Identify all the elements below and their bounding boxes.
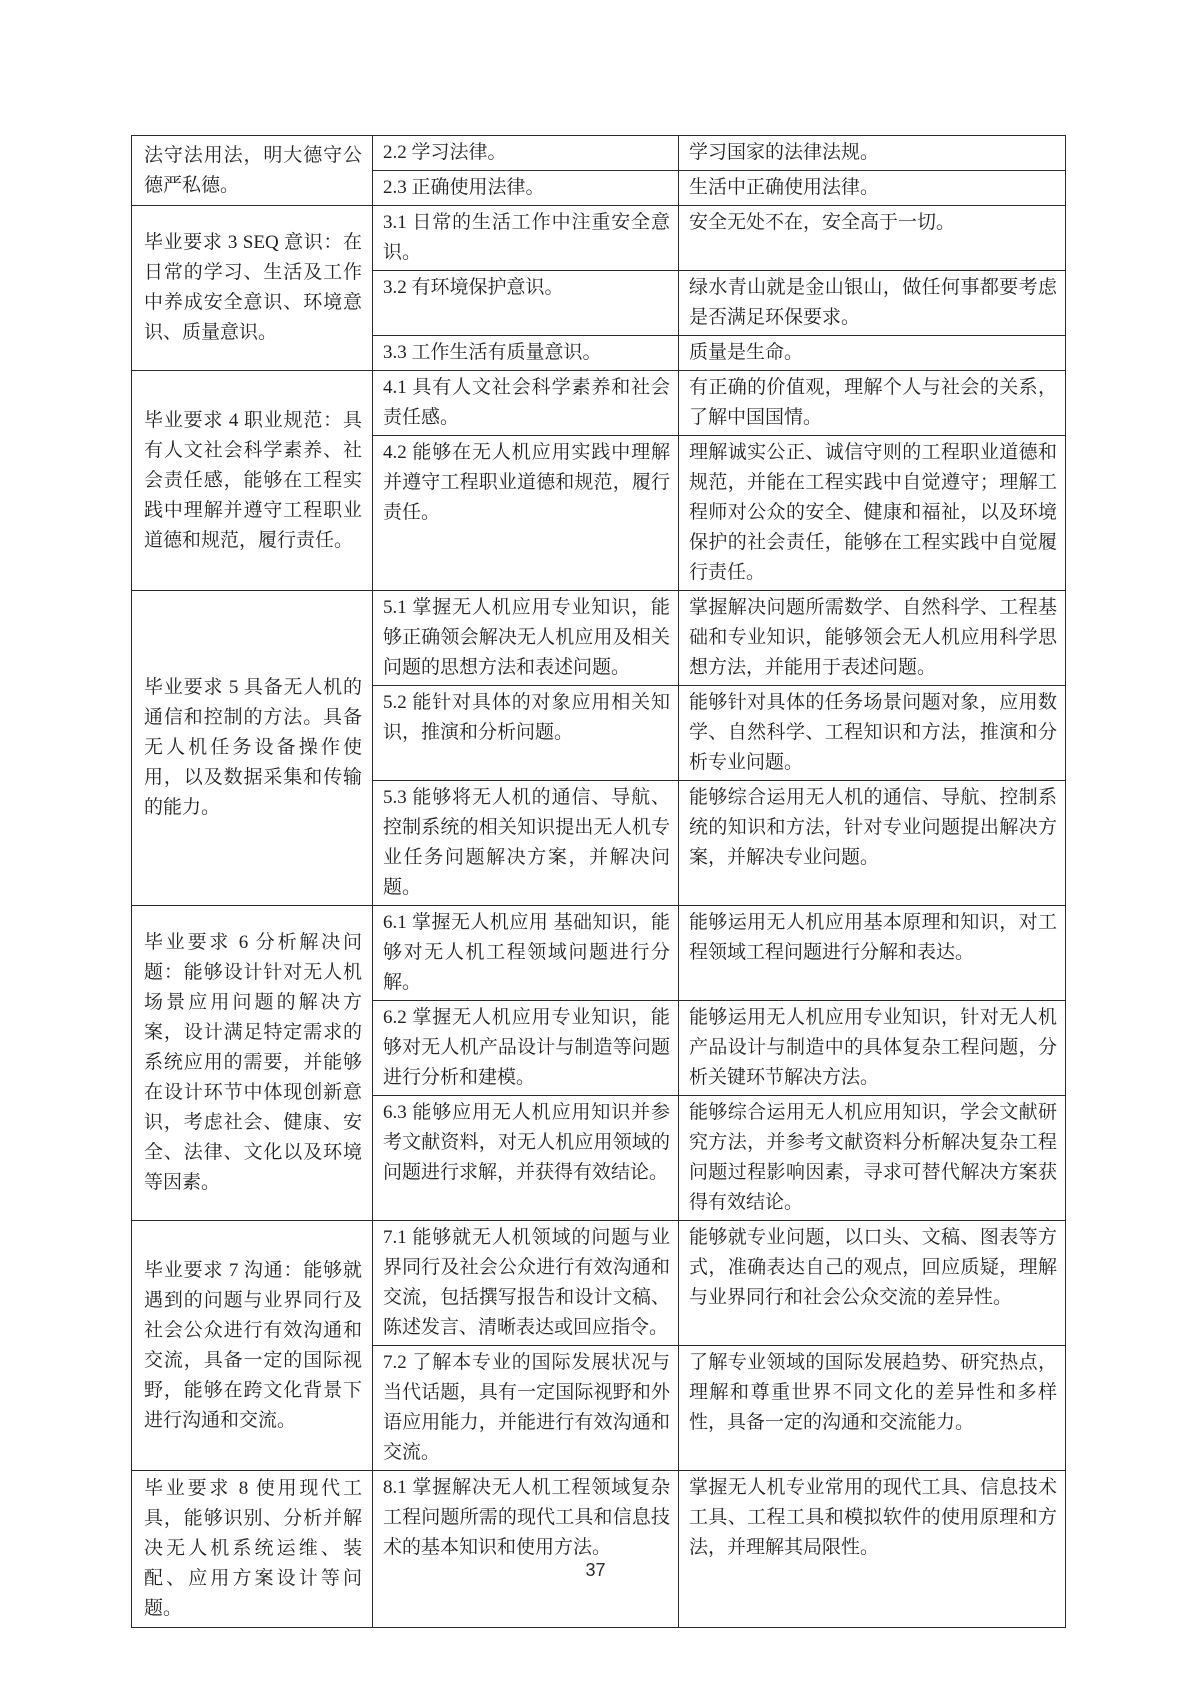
indicator-cell: 5.2 能针对具体的对象应用相关知识，推演和分析问题。 [373, 686, 679, 781]
observation-cell: 能够综合运用无人机的通信、导航、控制系统的知识和方法，针对专业问题提出解决方案，并解决专业问题。 [679, 781, 1066, 906]
indicator-cell: 6.2 掌握无人机应用专业知识，能够对无人机产品设计与制造等问题进行分析和建模。 [373, 1001, 679, 1096]
observation-cell: 有正确的价值观，理解个人与社会的关系，了解中国国情。 [679, 371, 1066, 436]
observation-cell: 能够就专业问题，以口头、文稿、图表等方式，准确表达自己的观点，回应质疑，理解与业界同行和社会公众交流的差异性。 [679, 1221, 1066, 1346]
requirement-cell: 毕业要求 5 具备无人机的通信和控制的方法。具备无人机任务设备操作使用，以及数据采集和传输的能力。 [132, 591, 373, 906]
observation-cell: 能够运用无人机应用基本原理和知识，对工程领域工程问题进行分解和表达。 [679, 906, 1066, 1001]
table-row [132, 591, 1066, 686]
observation-cell: 绿水青山就是金山银山，做任何事都要考虑是否满足环保要求。 [679, 271, 1066, 336]
indicator-cell: 4.1 具有人文社会科学素养和社会责任感。 [373, 371, 679, 436]
observation-cell: 理解诚实公正、诚信守则的工程职业道德和规范，并能在工程实践中自觉遵守；理解工程师对公众的安全、健康和福祉，以及环境保护的社会责任，能够在工程实践中自觉履行责任。 [679, 436, 1066, 591]
indicator-cell: 7.2 了解本专业的国际发展状况与当代话题，具有一定国际视野和外语应用能力，并能进行有效沟通和交流。 [373, 1346, 679, 1471]
table-row [132, 906, 1066, 1001]
table-row [132, 1471, 1066, 1628]
table-row [132, 136, 1066, 171]
table-row [132, 371, 1066, 436]
indicator-cell: 5.3 能够将无人机的通信、导航、控制系统的相关知识提出无人机专业任务问题解决方案，并解决问题。 [373, 781, 679, 906]
indicator-cell: 4.2 能够在无人机应用实践中理解并遵守工程职业道德和规范，履行责任。 [373, 436, 679, 591]
indicator-cell: 2.2 学习法律。 [373, 136, 679, 171]
indicator-cell: 7.1 能够就无人机领域的问题与业界同行及社会公众进行有效沟通和交流，包括撰写报告和设计文稿、陈述发言、清晰表达或回应指令。 [373, 1221, 679, 1346]
indicator-cell: 5.1 掌握无人机应用专业知识，能够正确领会解决无人机应用及相关问题的思想方法和表述问题。 [373, 591, 679, 686]
observation-cell: 质量是生命。 [679, 336, 1066, 371]
indicator-cell: 3.2 有环境保护意识。 [373, 271, 679, 336]
observation-cell: 安全无处不在，安全高于一切。 [679, 206, 1066, 271]
observation-cell: 掌握无人机专业常用的现代工具、信息技术工具、工程工具和模拟软件的使用原理和方法，并理解其局限性。 [679, 1471, 1066, 1628]
observation-cell: 能够运用无人机应用专业知识，针对无人机产品设计与制造中的具体复杂工程问题，分析关键环节解决方法。 [679, 1001, 1066, 1096]
requirement-cell: 毕业要求 8 使用现代工具，能够识别、分析并解决无人机系统运维、装配、应用方案设计等问题。 [132, 1471, 373, 1628]
indicator-cell: 6.1 掌握无人机应用 基础知识，能够对无人机工程领域问题进行分解。 [373, 906, 679, 1001]
observation-cell: 掌握解决问题所需数学、自然科学、工程基础和专业知识，能够领会无人机应用科学思想方法，并能用于表述问题。 [679, 591, 1066, 686]
table-row [132, 206, 1066, 271]
requirements-table-body [132, 136, 1066, 1628]
indicator-cell: 2.3 正确使用法律。 [373, 171, 679, 206]
indicator-cell: 6.3 能够应用无人机应用知识并参考文献资料，对无人机应用领域的问题进行求解，并获得有效结论。 [373, 1096, 679, 1221]
requirement-cell: 毕业要求 4 职业规范：具有人文社会科学素养、社会责任感，能够在工程实践中理解并遵守工程职业道德和规范，履行责任。 [132, 371, 373, 591]
requirement-cell: 毕业要求 6 分析解决问题：能够设计针对无人机场景应用问题的解决方案，设计满足特定需求的系统应用的需要，并能够在设计环节中体现创新意识，考虑社会、健康、安全、法律、文化以及环境等因素。 [132, 906, 373, 1221]
requirement-cell: 毕业要求 3 SEQ 意识：在日常的学习、生活及工作中养成安全意识、环境意识、质量意识。 [132, 206, 373, 371]
observation-cell: 学习国家的法律法规。 [679, 136, 1066, 171]
table-row [132, 1221, 1066, 1346]
observation-cell: 生活中正确使用法律。 [679, 171, 1066, 206]
requirement-cell: 法守法用法，明大德守公德严私德。 [132, 136, 373, 206]
observation-cell: 了解专业领域的国际发展趋势、研究热点，理解和尊重世界不同文化的差异性和多样性，具备一定的沟通和交流能力。 [679, 1346, 1066, 1471]
indicator-cell: 3.1 日常的生活工作中注重安全意识。 [373, 206, 679, 271]
indicator-cell: 8.1 掌握解决无人机工程领域复杂工程问题所需的现代工具和信息技术的基本知识和使用方法。 [373, 1471, 679, 1628]
page-number: 37 [585, 1560, 606, 1580]
requirements-table [131, 135, 1066, 1628]
indicator-cell: 3.3 工作生活有质量意识。 [373, 336, 679, 371]
observation-cell: 能够综合运用无人机应用知识，学会文献研究方法，并参考文献资料分析解决复杂工程问题过程影响因素，寻求可替代解决方案获得有效结论。 [679, 1096, 1066, 1221]
observation-cell: 能够针对具体的任务场景问题对象，应用数学、自然科学、工程知识和方法，推演和分析专业问题。 [679, 686, 1066, 781]
requirement-cell: 毕业要求 7 沟通：能够就遇到的问题与业界同行及社会公众进行有效沟通和交流，具备一定的国际视野，能够在跨文化背景下进行沟通和交流。 [132, 1221, 373, 1471]
